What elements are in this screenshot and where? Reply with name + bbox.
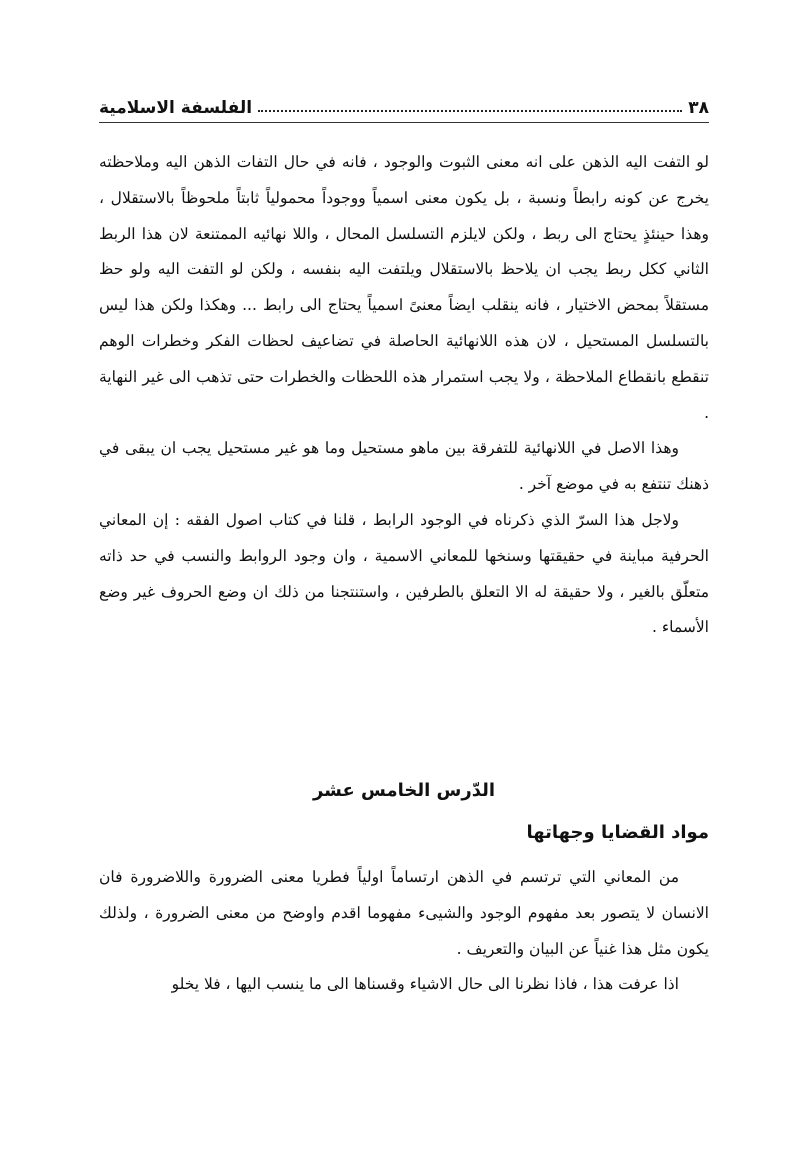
header-rule <box>99 122 709 123</box>
paragraph: اذا عرفت هذا ، فاذا نظرنا الى حال الاشياء وقسناها الى ما ينسب اليها ، فلا يخلو <box>171 975 679 994</box>
running-header <box>99 88 709 118</box>
body-text-block-2 <box>99 860 709 1003</box>
section-heading: مواد القضايا وجهاتها <box>526 822 709 843</box>
running-title: الفلسفة الاسلامية <box>99 98 253 118</box>
lesson-title: الدّرس الخامس عشر <box>312 780 496 801</box>
leader-dots <box>258 110 682 112</box>
paragraph: ولاجل هذا السرّ الذي ذكرناه في الوجود الرابط ، قلنا في كتاب اصول الفقه : إن المعاني الحرفية مباينة في حقيقتها وسنخها للمعاني الاسمية ، وان وجود الروابط والنسب في حد ذاته متعلّق بالغير ، ولا حقيقة له الا التعلق بالطرفين ، واستنتجنا من ذلك ان وضع الحروف غير وضع الأسماء . <box>99 510 709 637</box>
body-text-block-1 <box>99 145 709 646</box>
paragraph: من المعاني التي ترتسم في الذهن ارتساماً اولياً فطريا معنى الضرورة واللاضرورة فان الانسان لا يتصور بعد مفهوم الوجود والشيىء مفهوما اقدم واوضح من معنى الضرورة ، ولذلك يكون مثل هذا غنياً عن البيان والتعريف . <box>99 868 709 958</box>
page-number: ٣٨ <box>688 98 709 118</box>
paragraph: لو التفت اليه الذهن على انه معنى الثبوت والوجود ، فانه في حال التفات الذهن اليه وملاحظته يخرج عن كونه رابطاً ونسبة ، بل يكون معنى اسمياً ووجوداً محمولياً ثابتاً ملحوظاً بالاستقلال ، وهذا حينئذٍ يحتاج الى ربط ، ولكن لايلزم التسلسل المحال ، واللا نهائيه الممتنعة لان هذا الربط الثاني ككل ربط يجب ان يلاحظ بالاستقلال ويلتفت اليه بنفسه ، ولكن لو التفت اليه ولو حظ مستقلاً بمحض الاختيار ، فانه ينقلب ايضاً معنىً اسمياً يحتاج الى رابط ... وهكذا ولكن هذا ليس بالتسلسل المستحيل ، لان هذه اللانهائية الحاصلة في تضاعيف لحظات الفكر وخطرات الوهم تنقطع بانقطاع الملاحظة ، ولا يجب استمرار هذه اللحظات والخطرات حتى تذهب الى غير النهاية . <box>99 153 709 422</box>
paragraph: وهذا الاصل في اللانهائية للتفرقة بين ماهو مستحيل وما هو غير مستحيل يجب ان يبقى في ذهنك تنتفع به في موضع آخر . <box>99 439 709 494</box>
